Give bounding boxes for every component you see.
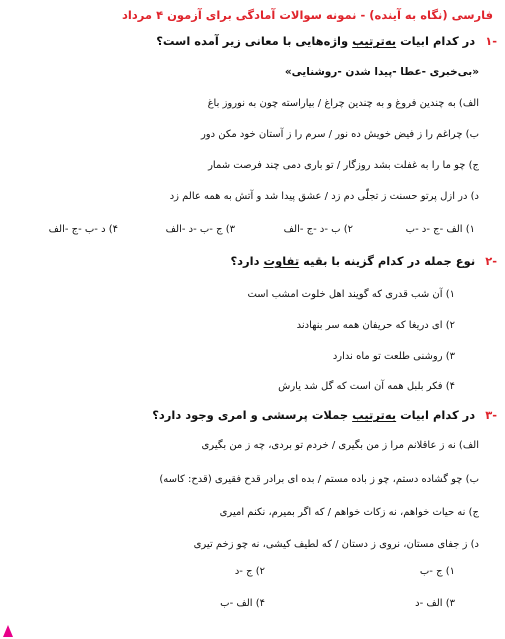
underlined-word: به‌ترتیب	[352, 34, 397, 48]
verse-dal: د) ز جفای مستان، نروی ز دستان / که لطیف کیشی، نه چو زخم تیری	[193, 539, 479, 550]
corner-triangle-mark	[3, 625, 13, 637]
verse-alef: الف) به چندین فروغ و به چندین چراغ / بیاراسته چون به نوروز باغ	[207, 98, 479, 109]
q1-option-3[interactable]: ۳) ج -ب -د -الف	[165, 224, 235, 235]
verse-be: ب) چو گشاده دستم، چو ز باده مستم / بده ای برادر قدح فقیری (قدح: کاسه)	[159, 474, 479, 485]
question-3-title: -۳ در کدام ابیات به‌ترتیب جملات پرسشی و امری وجود دارد؟	[152, 408, 497, 422]
question-3-options-row-1	[0, 566, 505, 580]
verse-be: ب) چراغم را ز فیض خویش ده نور / سرم را ز آستان خود مکن دور	[200, 129, 479, 140]
verse-alef: الف) نه ز عاقلانم مرا ز من بگیری / خردم تو بردی، چه ز من بگیری	[201, 440, 479, 451]
underlined-word: به‌ترتیب	[352, 408, 397, 422]
question-1-title: -۱ در کدام ابیات به‌ترتیب واژه‌هایی با معانی زیر آمده است؟	[156, 34, 497, 48]
question-2-number: -۲	[485, 254, 497, 268]
question-2-title: -۲ نوع جمله در کدام گزینه با بقیه تفاوت دارد؟	[230, 254, 497, 268]
q1-option-4[interactable]: ۴) د -ب -ج -الف	[48, 224, 118, 235]
q2-option-4[interactable]: ۴) فکر بلبل همه آن است که گل شد یارش	[278, 381, 455, 392]
page-header: فارسی (نگاه به آینده) - نمونه سوالات آمادگی برای آزمون ۴ مرداد	[122, 8, 493, 22]
q3-option-3[interactable]: ۳) الف -د	[415, 598, 455, 609]
q3-option-1[interactable]: ۱) ج -ب	[419, 566, 455, 577]
verse-dal: د) در ازل پرتو حسنت ز تجلّی دم زد / عشق پیدا شد و آتش به همه عالم زد	[169, 191, 479, 202]
verse-jim: ج) چو ما را به غفلت بشد روزگار / تو باری دمی چند فرصت شمار	[208, 160, 479, 171]
question-1-number: -۱	[485, 34, 497, 48]
q1-option-2[interactable]: ۲) ب -د -ج -الف	[283, 224, 353, 235]
question-1-options	[0, 224, 505, 238]
q1-option-1[interactable]: ۱) الف -ج -د -ب	[405, 224, 475, 235]
verse-jim: ج) نه حیات خواهم، نه زکات خواهم / که اگر بمیرم، نکنم امیری	[219, 507, 479, 518]
q2-option-3[interactable]: ۳) روشنی طلعت تو ماه ندارد	[332, 351, 455, 362]
q3-option-4[interactable]: ۴) الف -ب	[220, 598, 265, 609]
meanings-list: «بی‌خبری -عطا -پیدا شدن -روشنایی»	[284, 66, 479, 78]
q2-option-1[interactable]: ۱) آن شب قدری که گویند اهل خلوت امشب است	[247, 289, 455, 300]
question-3-number: -۳	[485, 408, 497, 422]
q2-option-2[interactable]: ۲) ای دریغا که حریفان همه سر بنهادند	[296, 320, 455, 331]
question-3-options-row-2	[0, 598, 505, 612]
underlined-word: تفاوت	[263, 254, 300, 268]
q3-option-2[interactable]: ۲) ج -د	[234, 566, 265, 577]
